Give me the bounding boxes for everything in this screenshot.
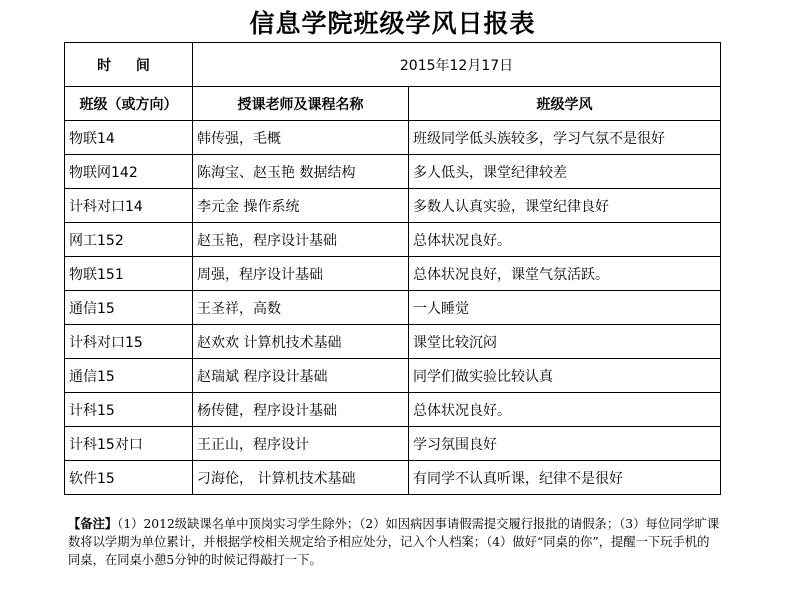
cell-style: 同学们做实验比较认真 (409, 359, 721, 393)
cell-teacher: 王圣祥，高数 (193, 291, 409, 325)
cell-teacher: 陈海宝、赵玉艳 数据结构 (193, 155, 409, 189)
cell-style: 班级同学低头族较多，学习气氛不是很好 (409, 121, 721, 155)
page-title: 信息学院班级学风日报表 (249, 9, 536, 38)
cell-class: 计科对口15 (65, 325, 193, 359)
time-value: 2015年12月17日 (193, 43, 721, 87)
header-row (65, 87, 721, 121)
cell-teacher: 韩传强，毛概 (193, 121, 409, 155)
remarks (68, 515, 720, 569)
cell-style: 多人低头，课堂纪律较差 (409, 155, 721, 189)
cell-style: 总体状况良好。 (409, 393, 721, 427)
time-label: 时 间 (65, 43, 193, 87)
table-row (65, 121, 721, 155)
remarks-label: 【备注】 (68, 516, 118, 531)
table-row (65, 393, 721, 427)
table-row (65, 291, 721, 325)
table-row (65, 427, 721, 461)
cell-style: 一人睡觉 (409, 291, 721, 325)
cell-class: 网工152 (65, 223, 193, 257)
table-row (65, 189, 721, 223)
header-class: 班级（或方向） (65, 87, 193, 121)
cell-class: 计科15 (65, 393, 193, 427)
table-row (65, 223, 721, 257)
table-row (65, 257, 721, 291)
cell-class: 软件15 (65, 461, 193, 495)
table-row (65, 155, 721, 189)
cell-class: 物联14 (65, 121, 193, 155)
cell-style: 多数人认真实验，课堂纪律良好 (409, 189, 721, 223)
cell-teacher: 赵瑞斌 程序设计基础 (193, 359, 409, 393)
cell-style: 有同学不认真听课，纪律不是很好 (409, 461, 721, 495)
cell-style: 学习氛围良好 (409, 427, 721, 461)
remarks-text: （1）2012级缺课名单中顶岗实习学生除外；（2）如因病因事请假需提交履行报批的请假条；（3）每位同学旷课数将以学期为单位累计，并根据学校相关规定给予相应处分，记入个人档案；（4）做好“同桌的你”，提醒一下玩手机的同桌，在同桌小憩5分钟的时候记得敲打一下。 (68, 517, 720, 567)
cell-class: 计科15对口 (65, 427, 193, 461)
table-row (65, 461, 721, 495)
cell-teacher: 杨传健，程序设计基础 (193, 393, 409, 427)
cell-class: 计科对口14 (65, 189, 193, 223)
cell-teacher: 刁海伦， 计算机技术基础 (193, 461, 409, 495)
cell-teacher: 赵欢欢 计算机技术基础 (193, 325, 409, 359)
report-table (64, 42, 721, 495)
cell-teacher: 王正山，程序设计 (193, 427, 409, 461)
header-style: 班级学风 (409, 87, 721, 121)
cell-class: 通信15 (65, 291, 193, 325)
cell-teacher: 李元金 操作系统 (193, 189, 409, 223)
table-row (65, 359, 721, 393)
table-row (65, 325, 721, 359)
header-teacher: 授课老师及课程名称 (193, 87, 409, 121)
cell-class: 通信15 (65, 359, 193, 393)
cell-class: 物联网142 (65, 155, 193, 189)
cell-style: 总体状况良好。 (409, 223, 721, 257)
cell-teacher: 赵玉艳，程序设计基础 (193, 223, 409, 257)
cell-class: 物联151 (65, 257, 193, 291)
cell-style: 课堂比较沉闷 (409, 325, 721, 359)
cell-style: 总体状况良好，课堂气氛活跃。 (409, 257, 721, 291)
cell-teacher: 周强，程序设计基础 (193, 257, 409, 291)
time-row (65, 43, 721, 87)
